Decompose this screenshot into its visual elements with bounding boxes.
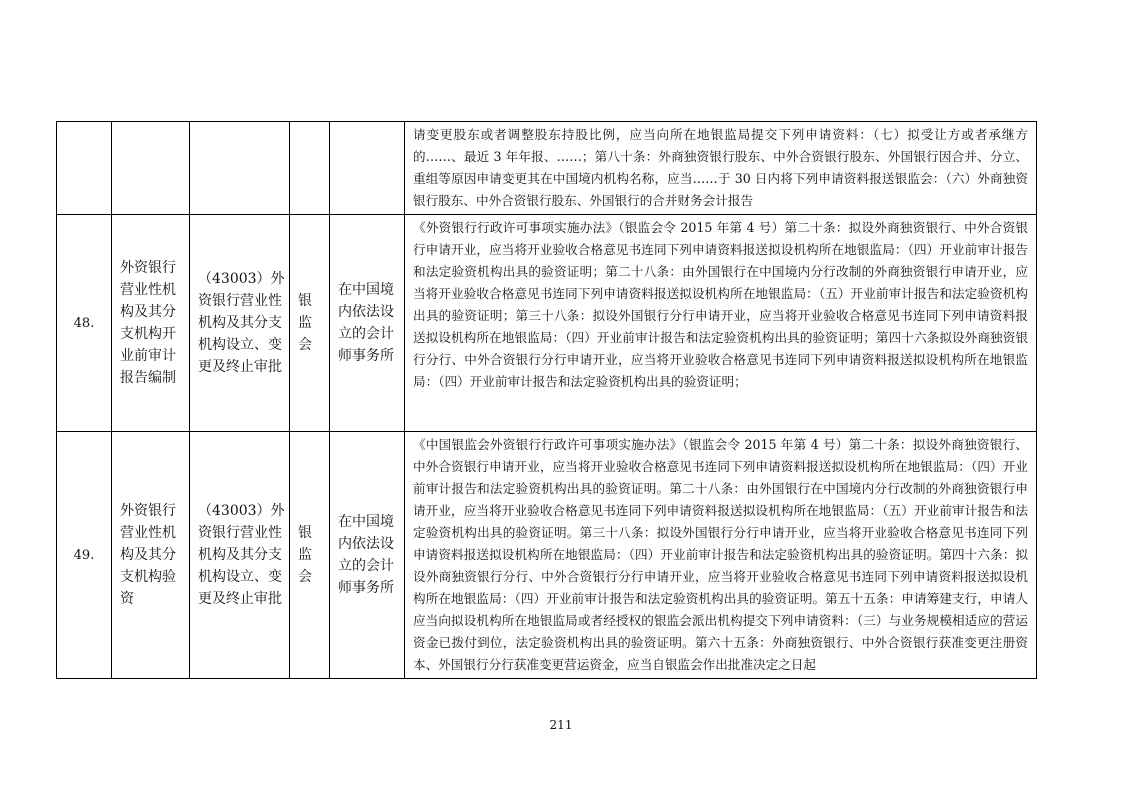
approval-cell: （43003）外资银行营业性机构及其分支机构设立、变更及终止审批 [190,432,290,679]
row-number-cell: 49. [57,432,112,679]
table-row [57,122,1037,215]
legal-basis-cell: 请变更股东或者调整股东持股比例，应当向所在地银监局提交下列申请资料：（七）拟受让方或者承继方的……、最近 3 年年报、……；第八十条：外商独资银行股东、中外合资银行股东、外国银行因合并、分立、重组等原因申请变更其在中国境内机构名称，应当……于 30 日内将下列申请资料报送银监会：（六）外商独资银行股东、中外合资银行股东、外国银行的合并财务会计报告 [405,122,1037,215]
page-number: 211 [549,718,573,732]
approval-cell [190,122,290,215]
authority-cell [290,122,330,215]
authority-cell: 银监会 [290,432,330,679]
item-cell [112,122,190,215]
regulation-table [56,121,1037,679]
row-number-cell: 48. [57,215,112,432]
item-cell: 外资银行营业性机构及其分支机构验资 [112,432,190,679]
row-number-cell [57,122,112,215]
item-cell: 外资银行营业性机构及其分支机构开业前审计报告编制 [112,215,190,432]
agency-cell [330,122,405,215]
agency-cell: 在中国境内依法设立的会计师事务所 [330,215,405,432]
table-row [57,432,1037,679]
agency-cell: 在中国境内依法设立的会计师事务所 [330,432,405,679]
approval-cell: （43003）外资银行营业性机构及其分支机构设立、变更及终止审批 [190,215,290,432]
table-row [57,215,1037,432]
authority-cell: 银监会 [290,215,330,432]
legal-basis-cell: 《外资银行行政许可事项实施办法》（银监会令 2015 年第 4 号）第二十条：拟设外商独资银行、中外合资银行申请开业，应当将开业验收合格意见书连同下列申请资料报送拟设机构所在地银监局：（四）开业前审计报告和法定验资机构出具的验资证明；第二十八条：由外国银行在中国境内分行改制的外商独资银行申请开业，应当将开业验收合格意见书连同下列申请资料报送拟设机构所在地银监局：（五）开业前审计报告和法定验资机构出具的验资证明；第三十八条：拟设外国银行分行申请开业，应当将开业验收合格意见书连同下列申请资料报送拟设机构所在地银监局：（四）开业前审计报告和法定验资机构出具的验资证明；第四十六条拟设外商独资银行分行、中外合资银行分行申请开业，应当将开业验收合格意见书连同下列申请资料报送拟设机构所在地银监局：（四）开业前审计报告和法定验资机构出具的验资证明； [405,215,1037,432]
legal-basis-cell: 《中国银监会外资银行行政许可事项实施办法》（银监会令 2015 年第 4 号）第二十条：拟设外商独资银行、中外合资银行申请开业，应当将开业验收合格意见书连同下列申请资料报送拟设机构所在地银监局：（四）开业前审计报告和法定验资机构出具的验资证明。第二十八条：由外国银行在中国境内分行改制的外商独资银行申请开业，应当将开业验收合格意见书连同下列申请资料报送拟设机构所在地银监局：（五）开业前审计报告和法定验资机构出具的验资证明。第三十八条：拟设外国银行分行申请开业，应当将开业验收合格意见书连同下列申请资料报送拟设机构所在地银监局：（四）开业前审计报告和法定验资机构出具的验资证明。第四十六条：拟设外商独资银行分行、中外合资银行分行申请开业，应当将开业验收合格意见书连同下列申请资料报送拟设机构所在地银监局：（四）开业前审计报告和法定验资机构出具的验资证明。第五十五条：申请筹建支行，申请人应当向拟设机构所在地银监局或者经授权的银监会派出机构提交下列申请资料：（三）与业务规模相适应的营运资金已拨付到位，法定验资机构出具的验资证明。第六十五条：外商独资银行、中外合资银行获准变更注册资本、外国银行分行获准变更营运资金，应当自银监会作出批准决定之日起 [405,432,1037,679]
